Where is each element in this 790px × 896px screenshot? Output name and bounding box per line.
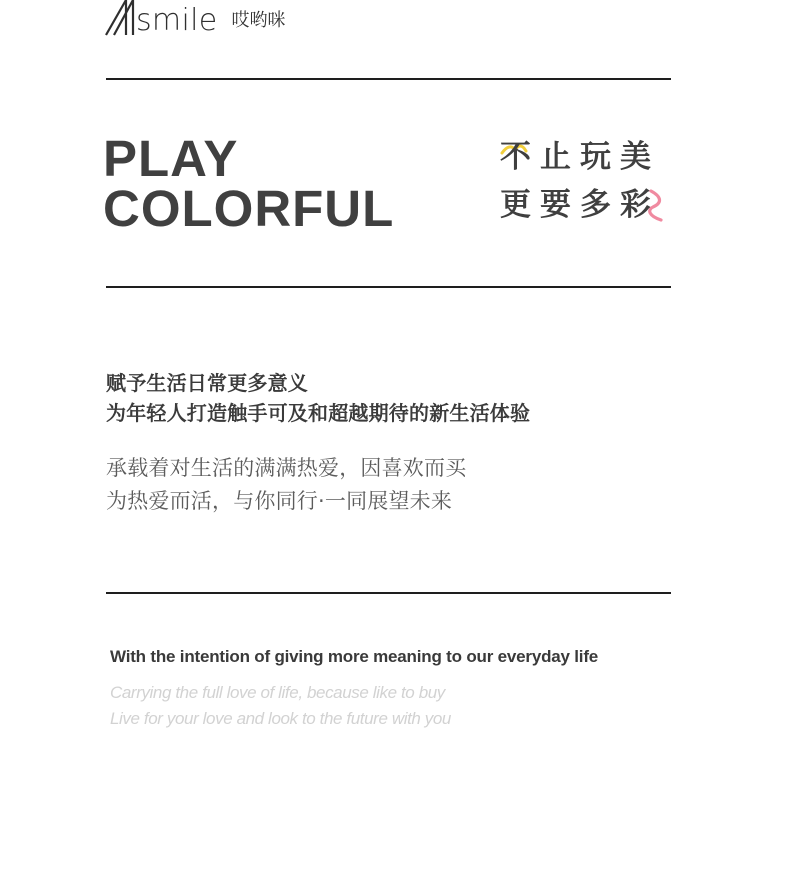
slogan-char: 要 — [540, 187, 571, 223]
top-divider — [106, 78, 671, 80]
hero-title-line: COLORFUL — [103, 180, 395, 237]
slogan-char: 不 — [500, 139, 531, 175]
slogan-line-2 — [500, 185, 651, 225]
brand-name: smile — [136, 3, 218, 38]
middle-divider — [106, 286, 671, 288]
chinese-headline-line: 赋予生活日常更多意义 — [106, 371, 308, 395]
english-headline: With the intention of giving more meaning to our everyday life — [110, 647, 599, 666]
chinese-body-line: 承载着对生活的满满热爱，因喜欢而买 — [106, 456, 467, 480]
brand-logo — [104, 0, 285, 36]
hero-slogan — [500, 137, 670, 233]
chinese-body-line: 为热爱而活，与你同行·一同展望未来 — [106, 489, 453, 513]
logo-mark-icon — [104, 0, 138, 36]
brand-name-chinese: 哎哟咪 — [231, 10, 286, 31]
hero-title-line: PLAY — [103, 130, 239, 187]
english-body-line: Live for your love and look to the future with you — [110, 709, 451, 728]
chinese-headline — [106, 368, 671, 428]
lower-divider — [106, 592, 671, 594]
hero-title — [103, 130, 395, 237]
slogan-char: 止 — [540, 139, 571, 175]
slogan-char: 美 — [620, 139, 651, 175]
chinese-headline-line: 为年轻人打造触手可及和超越期待的新生活体验 — [106, 401, 531, 425]
pink-flourish-icon — [646, 189, 666, 223]
english-body — [110, 680, 670, 732]
slogan-char: 彩 — [620, 187, 651, 223]
slogan-char: 多 — [580, 187, 611, 223]
slogan-char: 玩 — [580, 139, 611, 175]
slogan-char: 更 — [500, 187, 531, 223]
slogan-line-1 — [500, 137, 651, 177]
logo-mark — [104, 0, 217, 36]
english-body-line: Carrying the full love of life, because like to buy — [110, 683, 445, 702]
chinese-body — [106, 452, 671, 518]
